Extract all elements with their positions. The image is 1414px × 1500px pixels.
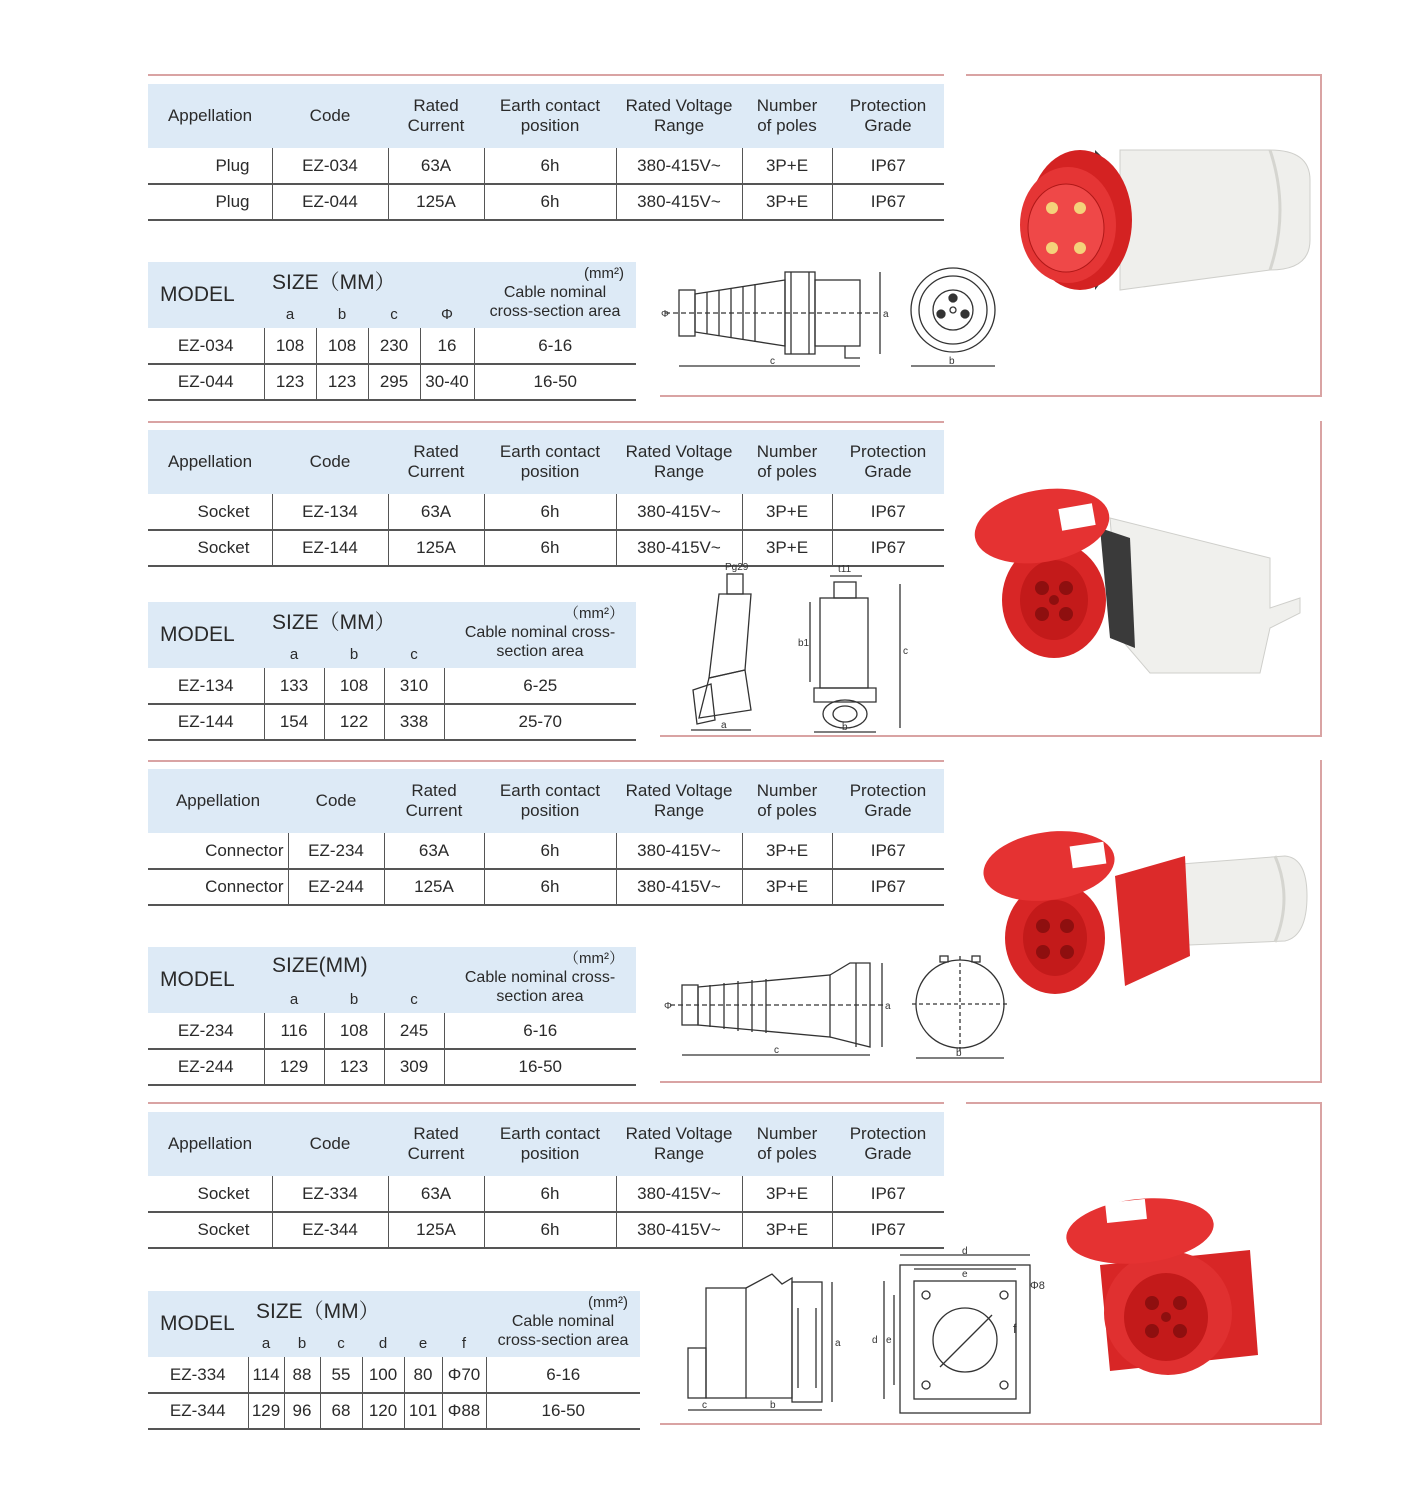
dim-e-side: e (886, 1335, 892, 1346)
col-e: e (404, 1329, 442, 1357)
header-protection: Protection Grade (832, 430, 944, 494)
cell: 25-70 (444, 704, 636, 740)
header-protection: Protection Grade (832, 1112, 944, 1176)
panel-socket-side-drawing (682, 1268, 852, 1418)
dim-d-side: d (872, 1335, 878, 1346)
dim-phi: Φ (661, 309, 669, 320)
cell: EZ-344 (148, 1393, 248, 1429)
cell: 6-16 (444, 1013, 636, 1049)
header-earth-contact: Earth contact position (484, 769, 616, 833)
col-f: f (442, 1329, 486, 1357)
col-phi: Φ (420, 300, 474, 328)
model-label: MODEL (148, 262, 264, 328)
cell: 6h (484, 1212, 616, 1248)
dim-c: c (770, 356, 775, 367)
cell: EZ-344 (272, 1212, 388, 1248)
header-rated-current: Rated Current (388, 1112, 484, 1176)
cell: 3P+E (742, 148, 832, 184)
col-b: b (316, 300, 368, 328)
cell: EZ-334 (148, 1357, 248, 1393)
unit-label: （mm²） (564, 950, 624, 967)
cell: IP67 (832, 494, 944, 530)
header-number-poles: Number of poles (742, 769, 832, 833)
cell: 63A (388, 148, 484, 184)
header-code: Code (272, 84, 388, 148)
cell: Φ70 (442, 1357, 486, 1393)
col-a: a (264, 300, 316, 328)
cell: EZ-244 (288, 869, 384, 905)
cell: 125A (388, 1212, 484, 1248)
size-label: SIZE(MM) (264, 947, 444, 985)
cell: 129 (264, 1049, 324, 1085)
cell: EZ-234 (148, 1013, 264, 1049)
cell: 380-415V~ (616, 494, 742, 530)
frame-top-right (966, 1102, 1322, 1104)
cell: 295 (368, 364, 420, 400)
cable-label: Cable nominal cross- section area (464, 624, 616, 660)
header-number-poles: Number of poles (742, 430, 832, 494)
cell: Connector (148, 869, 288, 905)
cell: 380-415V~ (616, 1212, 742, 1248)
panel-socket-front-drawing (860, 1245, 1060, 1420)
cell: 6h (484, 869, 616, 905)
header-rated-voltage: Rated Voltage Range (616, 430, 742, 494)
header-appellation: Appellation (148, 84, 272, 148)
cell: 108 (264, 328, 316, 364)
cable-header (486, 1291, 640, 1357)
cell: 3P+E (742, 494, 832, 530)
cell: EZ-144 (148, 704, 264, 740)
cell: 6h (484, 833, 616, 869)
dim-e: e (962, 1269, 968, 1280)
dim-a: a (835, 1338, 841, 1349)
dim-f: f (1013, 1321, 1017, 1336)
cable-label: Cable nominal cross- section area (464, 969, 616, 1005)
cell: 108 (324, 668, 384, 704)
header-code: Code (272, 1112, 388, 1176)
cell: 380-415V~ (616, 530, 742, 566)
cell: IP67 (832, 869, 944, 905)
table-row (148, 1176, 944, 1212)
cell: 96 (284, 1393, 320, 1429)
col-c: c (384, 640, 444, 668)
dim-pg: Pg29 (725, 562, 749, 573)
cell: IP67 (832, 184, 944, 220)
frame-bottom-right (660, 1423, 1322, 1425)
model-label: MODEL (148, 947, 264, 1013)
cell: EZ-034 (272, 148, 388, 184)
cable-label: Cable nominal cross-section area (497, 1313, 629, 1349)
cell: 125A (388, 530, 484, 566)
cell: 123 (324, 1049, 384, 1085)
cell: 6h (484, 530, 616, 566)
col-c: c (384, 985, 444, 1013)
size-label: SIZE（MM） (264, 262, 474, 300)
cell: 129 (248, 1393, 284, 1429)
cell: 63A (388, 1176, 484, 1212)
cell: 108 (324, 1013, 384, 1049)
cell: 6-16 (486, 1357, 640, 1393)
dim-a: a (885, 1001, 891, 1012)
cell: 114 (248, 1357, 284, 1393)
cell: 309 (384, 1049, 444, 1085)
cell: IP67 (832, 833, 944, 869)
dim-b: b (842, 722, 848, 733)
model-label: MODEL (148, 1291, 248, 1357)
header-rated-voltage: Rated Voltage Range (616, 769, 742, 833)
cell: IP67 (832, 530, 944, 566)
cell: IP67 (832, 1212, 944, 1248)
dim-d: d (962, 1246, 968, 1257)
cell: 116 (264, 1013, 324, 1049)
col-c: c (368, 300, 420, 328)
cell: 3P+E (742, 869, 832, 905)
cell: 245 (384, 1013, 444, 1049)
cell: EZ-144 (272, 530, 388, 566)
cell: EZ-134 (148, 668, 264, 704)
header-protection: Protection Grade (832, 84, 944, 148)
col-b: b (324, 985, 384, 1013)
dim-c: c (903, 646, 908, 657)
cell: Socket (148, 494, 272, 530)
header-code: Code (288, 769, 384, 833)
cable-label: Cable nominal cross-section area (489, 284, 621, 320)
frame-top (148, 1102, 944, 1104)
cell: 16-50 (474, 364, 636, 400)
cell: 68 (320, 1393, 362, 1429)
dim-c: c (702, 1400, 707, 1411)
cell: 63A (388, 494, 484, 530)
frame-right (1320, 1102, 1322, 1424)
dim-b: b (949, 356, 955, 367)
dim-b: b (956, 1048, 962, 1059)
header-earth-contact: Earth contact position (484, 430, 616, 494)
cell: 380-415V~ (616, 184, 742, 220)
dim-b1: b1 (798, 638, 810, 649)
cell: 230 (368, 328, 420, 364)
header-rated-current: Rated Current (388, 84, 484, 148)
cell: EZ-034 (148, 328, 264, 364)
cell: 108 (316, 328, 368, 364)
col-d: d (362, 1329, 404, 1357)
col-b: b (284, 1329, 320, 1357)
cell: 310 (384, 668, 444, 704)
cell: 16 (420, 328, 474, 364)
cell: 123 (264, 364, 316, 400)
cell: 16-50 (444, 1049, 636, 1085)
cell: Plug (148, 148, 272, 184)
cell: 100 (362, 1357, 404, 1393)
cell: 3P+E (742, 1176, 832, 1212)
table-row (148, 1357, 640, 1393)
table-row (148, 1212, 944, 1248)
header-rated-voltage: Rated Voltage Range (616, 84, 742, 148)
cell: Socket (148, 1212, 272, 1248)
cell: 6-16 (474, 328, 636, 364)
spec-header-row (148, 1112, 944, 1176)
dim-a: a (721, 720, 727, 731)
cell: Plug (148, 184, 272, 220)
size-label: SIZE（MM） (248, 1291, 486, 1329)
cell: Socket (148, 1176, 272, 1212)
cell: Connector (148, 833, 288, 869)
cell: 3P+E (742, 1212, 832, 1248)
cell: IP67 (832, 148, 944, 184)
cell: 380-415V~ (616, 148, 742, 184)
dim-t: t11 (838, 564, 852, 575)
col-a: a (264, 985, 324, 1013)
cell: 338 (384, 704, 444, 740)
cell: EZ-134 (272, 494, 388, 530)
model-label: MODEL (148, 602, 264, 668)
cell: EZ-244 (148, 1049, 264, 1085)
header-number-poles: Number of poles (742, 84, 832, 148)
cell: 30-40 (420, 364, 474, 400)
cell: 6h (484, 1176, 616, 1212)
table-row (148, 1393, 640, 1429)
dim-phi: Φ8 (1030, 1280, 1045, 1292)
col-b: b (324, 640, 384, 668)
dim-phi: Φ (664, 1001, 672, 1012)
cell: EZ-334 (272, 1176, 388, 1212)
col-a: a (248, 1329, 284, 1357)
cell: 88 (284, 1357, 320, 1393)
spec-table (148, 1112, 944, 1249)
cell: 125A (388, 184, 484, 220)
header-code: Code (272, 430, 388, 494)
cell: 380-415V~ (616, 833, 742, 869)
cell: 123 (316, 364, 368, 400)
header-protection: Protection Grade (832, 769, 944, 833)
dim-c: c (774, 1045, 779, 1056)
cell: 3P+E (742, 530, 832, 566)
cell: 16-50 (486, 1393, 640, 1429)
header-earth-contact: Earth contact position (484, 84, 616, 148)
cell: 101 (404, 1393, 442, 1429)
size-label: SIZE（MM） (264, 602, 444, 640)
header-appellation: Appellation (148, 1112, 272, 1176)
cell: Socket (148, 530, 272, 566)
col-c: c (320, 1329, 362, 1357)
cell: 3P+E (742, 184, 832, 220)
cell: 380-415V~ (616, 1176, 742, 1212)
unit-label: (mm²) (584, 265, 624, 282)
cell: EZ-044 (148, 364, 264, 400)
header-appellation: Appellation (148, 769, 288, 833)
cell: 133 (264, 668, 324, 704)
unit-label: （mm²） (564, 605, 624, 622)
cell: Φ88 (442, 1393, 486, 1429)
cell: IP67 (832, 1176, 944, 1212)
header-rated-current: Rated Current (384, 769, 484, 833)
unit-label: (mm²) (588, 1294, 628, 1311)
size-table (148, 1291, 640, 1430)
col-a: a (264, 640, 324, 668)
cell: 120 (362, 1393, 404, 1429)
cell: 6-25 (444, 668, 636, 704)
cell: 6h (484, 148, 616, 184)
cell: EZ-044 (272, 184, 388, 220)
cell: 125A (384, 869, 484, 905)
header-appellation: Appellation (148, 430, 272, 494)
header-rated-voltage: Rated Voltage Range (616, 1112, 742, 1176)
cell: 6h (484, 494, 616, 530)
cell: 154 (264, 704, 324, 740)
cell: 63A (384, 833, 484, 869)
cell: 3P+E (742, 833, 832, 869)
header-number-poles: Number of poles (742, 1112, 832, 1176)
dim-a: a (883, 309, 889, 320)
cell: 55 (320, 1357, 362, 1393)
cell: 6h (484, 184, 616, 220)
dim-b: b (770, 1400, 776, 1411)
header-rated-current: Rated Current (388, 430, 484, 494)
cell: EZ-234 (288, 833, 384, 869)
panel-socket-photo (1060, 1195, 1270, 1385)
cell: 80 (404, 1357, 442, 1393)
cell: 380-415V~ (616, 869, 742, 905)
header-earth-contact: Earth contact position (484, 1112, 616, 1176)
cell: 122 (324, 704, 384, 740)
